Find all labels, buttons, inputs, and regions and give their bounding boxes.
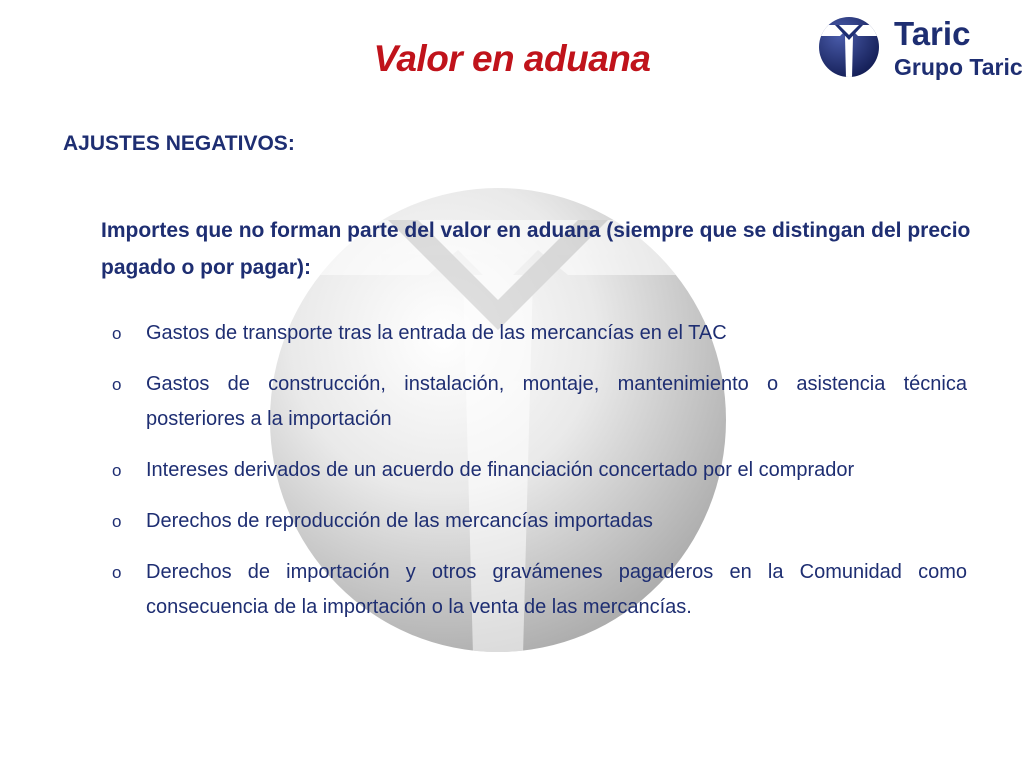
intro-paragraph: Importes que no forman parte del valor en aduana (siempre que se distingan del precio pagado o por pagar): xyxy=(101,219,971,279)
logo-name: Taric xyxy=(894,15,971,52)
bullet-marker: o xyxy=(112,563,122,582)
bullet-item xyxy=(112,504,967,539)
taric-logo-icon xyxy=(818,16,880,78)
bullet-item xyxy=(112,453,967,488)
bullet-marker: o xyxy=(112,324,122,343)
bullet-item xyxy=(112,316,967,351)
bullet-list xyxy=(112,316,967,641)
bullet-text: Derechos de reproducción de las mercancías importadas xyxy=(146,510,653,532)
section-heading: AJUSTES NEGATIVOS: xyxy=(63,132,295,155)
bullet-item xyxy=(112,367,967,437)
page-title: Valor en aduana xyxy=(373,38,651,79)
bullet-marker: o xyxy=(112,375,122,394)
company-logo xyxy=(818,15,1023,80)
bullet-item xyxy=(112,555,967,625)
bullet-text: Gastos de construcción, instalación, montaje, mantenimiento o asistencia técnica posteriores a la importación xyxy=(146,373,967,430)
bullet-marker: o xyxy=(112,461,122,480)
bullet-marker: o xyxy=(112,512,122,531)
bullet-text: Derechos de importación y otros gravámenes pagaderos en la Comunidad como consecuencia de la importación o la venta de las mercancías. xyxy=(146,561,967,618)
logo-subtitle: Grupo Taric xyxy=(894,54,1023,80)
bullet-text: Gastos de transporte tras la entrada de las mercancías en el TAC xyxy=(146,322,727,344)
bullet-text: Intereses derivados de un acuerdo de financiación concertado por el comprador xyxy=(146,459,855,481)
